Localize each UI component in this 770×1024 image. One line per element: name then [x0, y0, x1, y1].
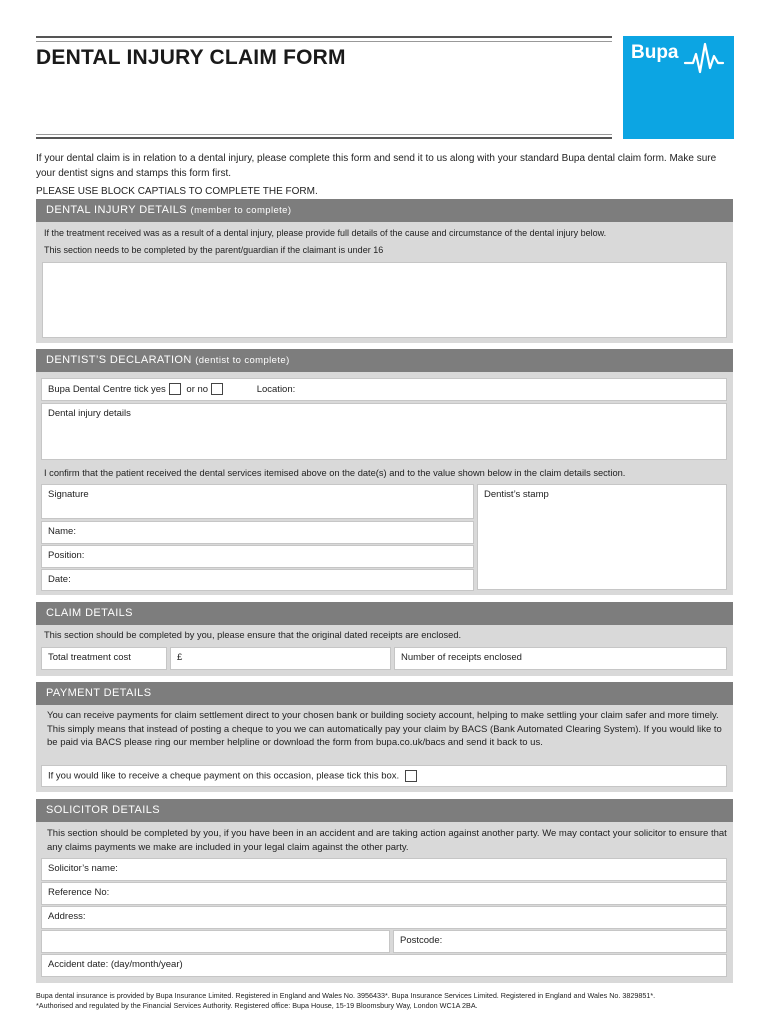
dental-injury-details-field[interactable] [42, 262, 727, 338]
location-label: Location: [256, 384, 296, 395]
signature-field[interactable] [41, 484, 474, 519]
bupa-logo [623, 36, 734, 139]
dentist-stamp-box[interactable] [477, 484, 727, 590]
dentist-declaration-heading: DENTIST’S DECLARATION (dentist to complete) [36, 349, 733, 372]
dental-centre-label: Bupa Dental Centre tick yes [48, 384, 166, 395]
position-field[interactable] [41, 545, 474, 568]
dental-centre-yes-checkbox[interactable] [169, 383, 181, 395]
footer-line-2: *Authorised and regulated by the Financial Services Authority. Registered office: Bupa House, 15-19 Bloomsbury Way, London WC1A 2BA. [36, 1001, 478, 1010]
solicitor-text: This section should be completed by you, if you have been in an accident and are taking action against another party. We may contact your solicitor to ensure that any claims payments we make are included in your legal claim against the other party. [47, 828, 727, 853]
accident-date-label: Accident date: (day/month/year) [48, 959, 183, 970]
dental-centre-no-checkbox[interactable] [211, 383, 223, 395]
form-title: DENTAL INJURY CLAIM FORM [36, 46, 346, 69]
claim-note: This section should be completed by you, please ensure that the original dated receipts are enclosed. [44, 630, 462, 640]
solicitor-details-section [36, 799, 733, 983]
or-no-label: or no [186, 384, 209, 395]
solicitor-name-field[interactable] [41, 858, 727, 881]
reference-label: Reference No: [48, 887, 110, 898]
signature-label: Signature [48, 489, 89, 500]
confirm-text: I confirm that the patient received the dental services itemised above on the date(s) and to the value shown below in the claim details section. [44, 468, 626, 478]
receipts-label: Number of receipts enclosed [401, 652, 522, 663]
intro-line-1: If your dental claim is in relation to a dental injury, please complete this form and send it to us along with your standard Bupa dental claim form. Make sure your dentist signs and stamps this form first. [36, 153, 717, 179]
dental-injury-details-box[interactable] [41, 403, 727, 460]
logo-text: Bupa [631, 42, 679, 63]
top-rule [36, 36, 612, 42]
receipts-field[interactable] [394, 647, 727, 670]
payment-details-section [36, 682, 733, 792]
stamp-label: Dentist’s stamp [484, 489, 549, 500]
intro-line-2: PLEASE USE BLOCK CAPTIALS TO COMPLETE THE FORM. [36, 186, 318, 197]
dental-centre-row [41, 378, 727, 401]
name-label: Name: [48, 526, 76, 537]
total-cost-label-cell [41, 647, 167, 670]
reference-field[interactable] [41, 882, 727, 905]
name-field[interactable] [41, 521, 474, 544]
dental-injury-note-2: This section needs to be completed by the parent/guardian if the claimant is under 16 [44, 245, 384, 255]
payment-text: You can receive payments for claim settlement direct to your chosen bank or building society account, helping to make settling your claim safer and more timely. This simply means that instead of posting a cheque to you we can automatically pay your claim by BACS (Bank Automated Clearing System). If you would like to be paid via BACS please ring our member helpline or download the form from bupa.co.uk/bacs and send it back to us. [47, 710, 722, 748]
payment-details-heading: PAYMENT DETAILS [36, 682, 733, 705]
total-cost-label: Total treatment cost [48, 652, 131, 663]
dentist-declaration-section [36, 349, 733, 595]
address-line-2-field[interactable] [41, 930, 390, 953]
position-label: Position: [48, 550, 85, 561]
injury-details-label: Dental injury details [48, 408, 131, 419]
cheque-label: If you would like to receive a cheque payment on this occasion, please tick this box. [48, 770, 400, 782]
footer-line-1: Bupa dental insurance is provided by Bupa Insurance Limited. Registered in England and Wales No. 3956433*. Bupa Insurance Services Limited. Registered in England and Wales No. 3829851*. [36, 991, 656, 1000]
footer [36, 991, 736, 1011]
heartbeat-icon [623, 36, 734, 139]
address-field[interactable] [41, 906, 727, 929]
postcode-label: Postcode: [400, 935, 443, 946]
cheque-checkbox[interactable] [405, 770, 417, 782]
currency-symbol: £ [177, 652, 183, 663]
date-field[interactable] [41, 569, 474, 591]
claim-details-heading: CLAIM DETAILS [36, 602, 733, 625]
claim-details-section [36, 602, 733, 676]
dental-injury-heading: DENTAL INJURY DETAILS (member to complete) [36, 199, 733, 222]
intro-text [36, 151, 726, 202]
solicitor-name-label: Solicitor’s name: [48, 863, 118, 874]
total-cost-field[interactable] [170, 647, 391, 670]
postcode-field[interactable] [393, 930, 727, 953]
dental-injury-note-1: If the treatment received was as a result of a dental injury, please provide full details of the cause and circumstance of the dental injury below. [44, 228, 607, 238]
bottom-rule [36, 134, 612, 139]
address-label: Address: [48, 911, 86, 922]
solicitor-details-heading: SOLICITOR DETAILS [36, 799, 733, 822]
dental-injury-section [36, 199, 733, 343]
accident-date-field[interactable] [41, 954, 727, 977]
date-label: Date: [48, 574, 71, 585]
cheque-row [41, 765, 727, 787]
